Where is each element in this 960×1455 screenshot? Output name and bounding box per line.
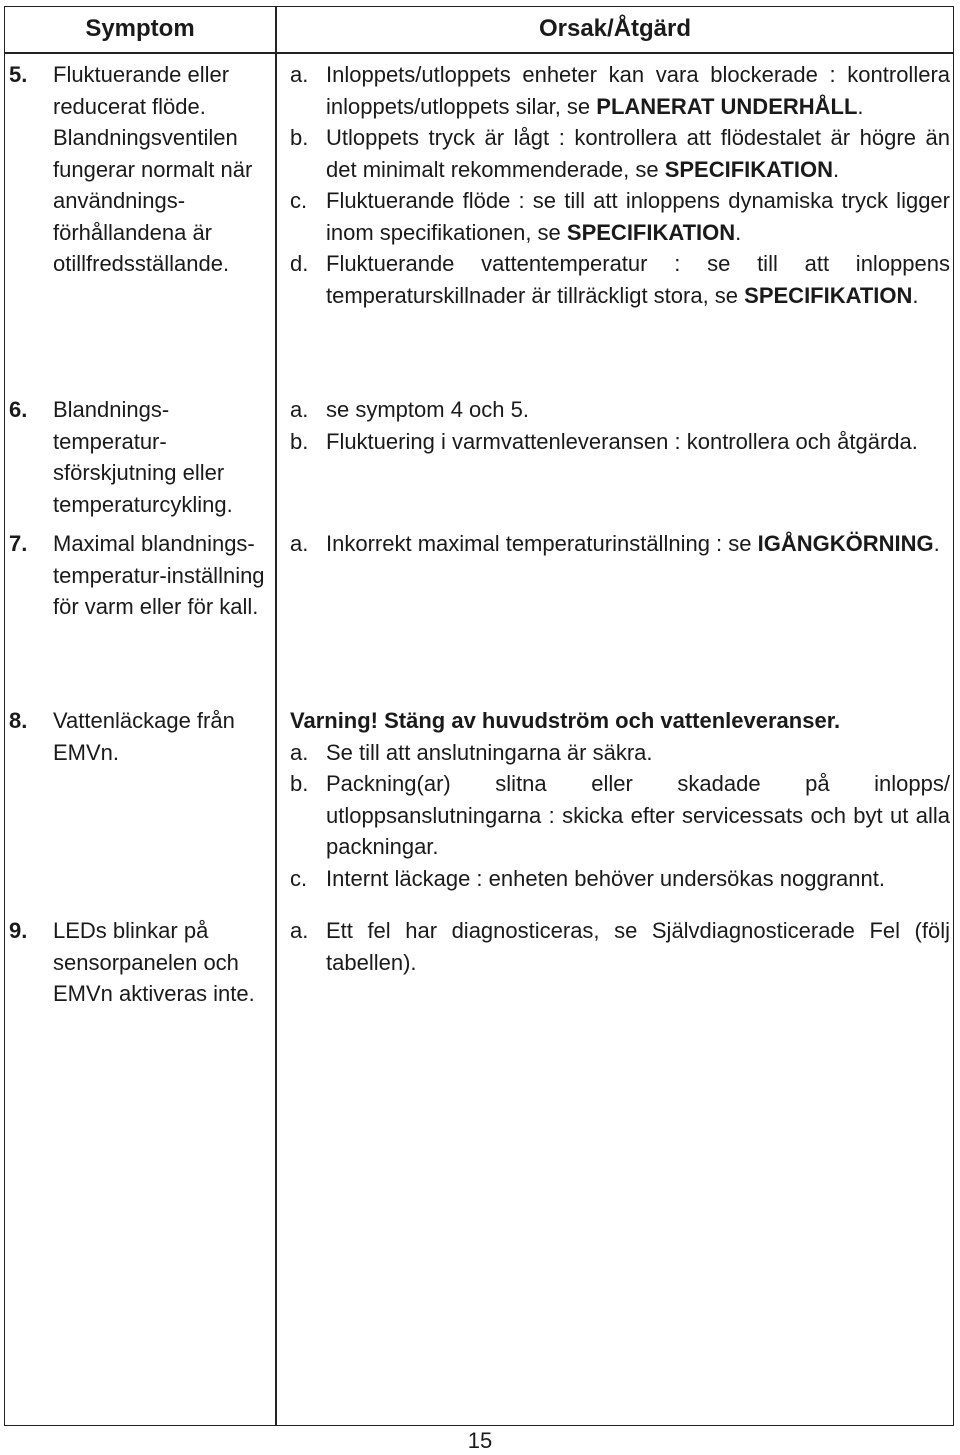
symptom-cell — [9, 59, 271, 280]
cause-cell — [290, 915, 950, 978]
cause-item — [290, 122, 950, 185]
cause-column-header: Orsak/Åtgärd — [538, 15, 692, 42]
item-text: Inkorrekt maximal temperaturinställning : se IGÅNGKÖRNING. — [326, 531, 940, 556]
item-text: Packning(ar) slitna eller skadade på inlopps/ utloppsanslutningarna : skicka efter servicessats och byt ut alla packningar. — [326, 771, 950, 859]
symptom-text: Maximal blandnings-temperatur-inställning för varm eller för kall. — [53, 531, 265, 619]
symptom-number: 6. — [9, 397, 28, 422]
reference-term: SPECIFIKATION — [744, 282, 913, 308]
item-text: Se till att anslutningarna är säkra. — [326, 739, 653, 765]
symptom-cell — [9, 705, 271, 768]
cause-cell — [290, 394, 950, 457]
cause-item — [290, 248, 950, 311]
reference-term: IGÅNGKÖRNING — [757, 531, 934, 556]
symptom-text: Vattenläckage från EMVn. — [53, 708, 235, 765]
column-divider — [275, 7, 277, 1425]
item-letter: a. — [290, 739, 309, 765]
cause-item — [290, 59, 950, 122]
symptom-number: 8. — [9, 708, 28, 733]
cause-cell — [290, 528, 950, 560]
item-letter: d. — [290, 251, 309, 276]
cause-cell — [290, 705, 950, 894]
symptom-text: Fluktuerande eller reducerat flöde. Blandningsventilen fungerar normalt när användnings-förhållandena är otillfredsställande. — [53, 62, 253, 276]
symptom-number: 9. — [9, 918, 28, 943]
cause-item — [290, 863, 950, 895]
item-letter: a. — [290, 531, 309, 556]
item-text: Fluktuerande vattentemperatur : se till att inloppens temperaturskillnader är tillräckligt stora, se SPECIFIKATION. — [326, 251, 950, 308]
item-letter: a. — [290, 397, 309, 422]
symptom-cell — [9, 915, 271, 1010]
cause-item — [290, 528, 950, 560]
symptom-number: 5. — [9, 62, 28, 87]
cause-item — [290, 737, 950, 769]
cause-cell — [290, 59, 950, 311]
item-letter: a. — [290, 62, 309, 87]
header-rule — [5, 52, 953, 54]
item-letter: b. — [290, 428, 309, 454]
cause-item — [290, 768, 950, 863]
symptom-text: Blandnings-temperatur-sförskjutning eller temperaturcykling. — [53, 397, 233, 517]
item-letter: b. — [290, 125, 309, 150]
cause-item — [290, 915, 950, 978]
cause-item — [290, 394, 950, 426]
symptom-cell — [9, 528, 271, 623]
cause-item — [290, 426, 950, 458]
symptom-cell — [9, 394, 271, 520]
item-text: Fluktuerande flöde : se till att inloppens dynamiska tryck ligger inom specifikationen, se SPECIFIKATION. — [326, 188, 950, 245]
troubleshooting-table — [4, 6, 954, 1426]
item-text: Internt läckage : enheten behöver undersökas noggrannt. — [326, 865, 885, 891]
warning-text: Varning! Stäng av huvudström och vattenleveranser. — [290, 708, 841, 733]
page-number: 15 — [467, 1428, 493, 1453]
item-text: Fluktuering i varmvattenleveransen : kontrollera och åtgärda. — [326, 428, 918, 454]
item-letter: c. — [290, 865, 308, 891]
item-text: se symptom 4 och 5. — [326, 397, 529, 422]
item-text: Inloppets/utloppets enheter kan vara blockerade : kontrollera inloppets/utloppets silar, se PLANERAT UNDERHÅLL. — [326, 62, 950, 119]
reference-term: SPECIFIKATION — [566, 219, 736, 245]
symptom-text: LEDs blinkar på sensorpanelen och EMVn aktiveras inte. — [53, 918, 255, 1006]
symptom-number: 7. — [9, 531, 28, 556]
symptom-column-header: Symptom — [85, 15, 195, 42]
item-letter: b. — [290, 771, 309, 796]
reference-term: PLANERAT UNDERHÅLL — [596, 93, 858, 119]
item-letter: c. — [290, 188, 308, 213]
item-letter: a. — [290, 918, 309, 943]
reference-term: SPECIFIKATION — [664, 156, 833, 182]
item-text: Utloppets tryck är lågt : kontrollera att flödestalet är högre än det minimalt rekommenderade, se SPECIFIKATION. — [326, 125, 950, 182]
cause-item — [290, 185, 950, 248]
item-text: Ett fel har diagnosticeras, se Självdiagnosticerade Fel (följ tabellen). — [326, 918, 950, 975]
